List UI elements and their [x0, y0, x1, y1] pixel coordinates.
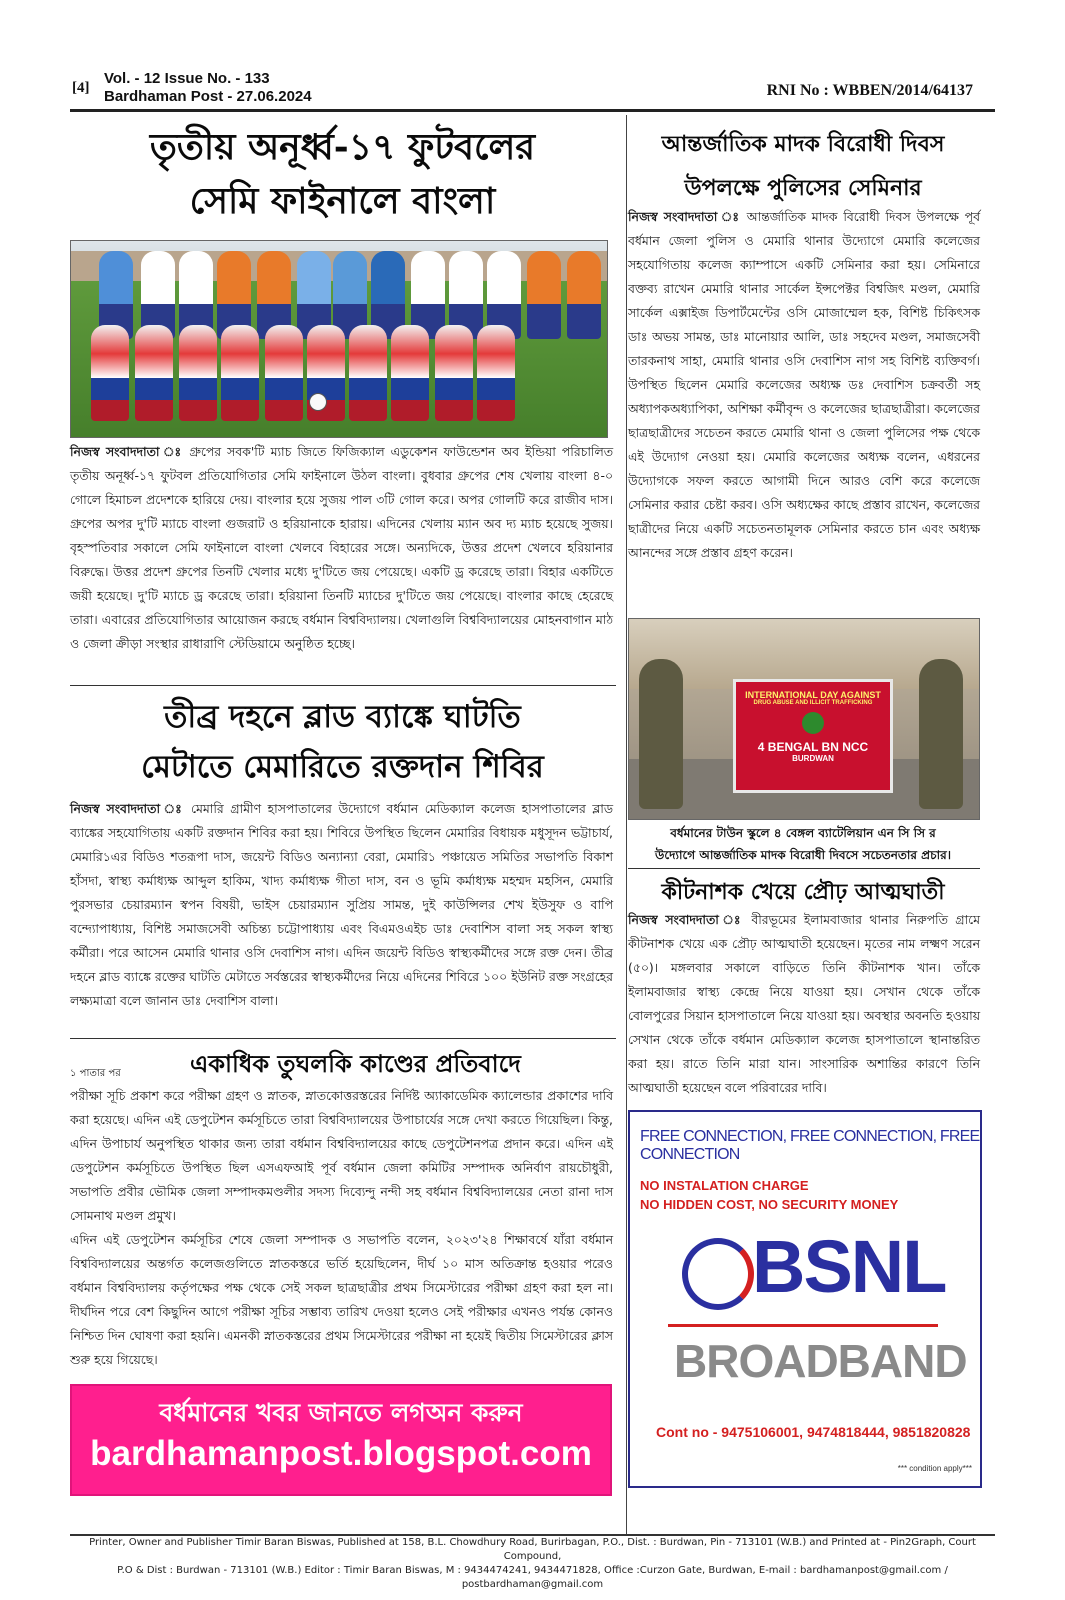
player-figure — [477, 325, 515, 421]
article4-headline — [628, 122, 978, 210]
banner-unit: 4 BENGAL BN NCC — [757, 740, 869, 754]
player-figure — [221, 325, 259, 421]
article5-headline: কীটনাশক খেয়ে প্রৌঢ় আত্মঘাতী — [661, 879, 945, 905]
article2-headline-line1: তীব্র দহনে ব্লাড ব্যাঙ্কে ঘাটতি — [164, 699, 521, 735]
divider-1 — [70, 685, 616, 686]
player-figure — [391, 325, 429, 421]
bsnl-advert — [628, 1110, 982, 1488]
article5-body — [628, 908, 980, 1100]
football-team-photo — [70, 240, 608, 438]
article5-text: বীরভূমের ইলামবাজার থানার নিরুপতি গ্রামে কীটনাশক খেয়ে এক প্রৌঢ় আত্মঘাতী হয়েছেন। মৃতের নাম লক্ষ্মণ সরেন (৫০)। মঙ্গলবার সকালে বাড়িতে তিনি কীটনাশক খান। তাঁকে ইলামবাজার স্বাস্থ্য কেন্দ্রে নিয়ে যাওয়া হয়। সেখান থেকে তাঁকে বোলপুরের সিয়ান হাসপাতালে নিয়ে যাওয়া হয়। অবস্থার অবনতি হওয়ায় সেখান থেকে তাঁকে বর্ধমান মেডিক্যাল কলেজ হাসপাতালে স্থানান্তরিত করা হয়। রাতে তিনি মারা যান। সাংসারিক অশান্তির কারণে তিনি আত্মঘাতী হয়েছেন বলে পরিবারের দাবি। — [628, 912, 980, 1095]
ncc-emblem-icon — [802, 712, 824, 734]
banner-line2: DRUG ABUSE AND ILLICIT TRAFFICKING — [753, 700, 873, 706]
page-number: [4] — [72, 80, 90, 96]
article2-body — [70, 797, 613, 1013]
bsnl-line2: NO HIDDEN COST, NO SECURITY MONEY — [640, 1197, 899, 1212]
masthead-issue — [104, 70, 312, 106]
bsnl-brand: BSNL — [752, 1225, 946, 1308]
article1-headline — [70, 120, 615, 228]
imprint-line1: Printer, Owner and Publisher Timir Baran Biswas, Published at 158, B.L. Chowdhury Road, Burirbagan, P.O., Dist. : Burdwan, Pin - 713101 (W.B.) and Printed at - Pin2Graph, Court Compound, — [89, 1537, 976, 1562]
article3-para2: এদিন এই ডেপুটেশন কর্মসূচির শেষে জেলা সম্পাদক ও সভাপতি বলেন, ২০২৩'২৪ শিক্ষাবর্ষে যাঁরা বর্ধমান বিশ্ববিদ্যালয়ের অন্তর্গত কলেজগুলিতে স্নাতকস্তরে ভর্তি হয়েছিলেন, দীর্ঘ ১০ মাস অতিক্রান্ত হওয়ার পরেও বর্ধমান বিশ্ববিদ্যালয় কর্তৃপক্ষের পক্ষ থেকে সেই সকল ছাত্রছাত্রীর প্রথম সিমেস্টারের পরীক্ষা গ্রহণ করা হল না। দীর্ঘদিন পরে বেশ কিছুদিন আগে পরীক্ষা সূচির সম্ভাব্য তারিখ দেওয়া হলেও সেই পরীক্ষার এখনও পর্যন্ত কোনও নিশ্চিত দিন ঘোষণা করা হয়নি। এমনকী স্নাতকস্তরের প্রথম সিমেস্টারের পরীক্ষা না হয়েই দ্বিতীয় সিমেস্টারের ক্লাস শুরু হয়ে গিয়েছে। — [70, 1232, 613, 1367]
ncc-rally-photo — [628, 618, 980, 820]
article2-dateline: নিজস্ব সংবাদদাতা ঃ — [70, 801, 185, 816]
soldier-right — [919, 659, 963, 809]
article2-text: মেমারি গ্রামীণ হাসপাতালের উদ্যোগে বর্ধমান মেডিক্যাল কলেজ হাসপাতালের ব্লাড ব্যাঙ্কের সহযোগিতায় একটি রক্তদান শিবির করা হয়। শিবিরে উপস্থিত ছিলেন মেমারির বিধায়ক মধুসূদন ভট্টাচার্য, মেমারি১এর বিডিও শতরূপা দাস, জয়েন্ট বিডিও অন্যান্যা বেরা, মেমারি১ পঞ্চায়েত সমিতির সভাপতি বিকাশ হাঁসদা, স্বাস্থ্য কর্মাধ্যক্ষ আব্দুল হাকিম, খাদ্য কর্মাধ্যক্ষ গীতা দাস, বন ও ভূমি কর্মাধ্যক্ষ মহম্মদ মহসিন, মেমারি পুরসভার চেয়ারম্যান স্বপন বিষয়ী, ভাইস চেয়ারম্যান সুপ্রিয় সামন্ত, দুই কাউন্সিলর শেখ ইউসুফ ও বাপি বন্দ্যোপাধ্যায়, বিশিষ্ট সমাজসেবী অচিন্ত্য চট্টোপাধ্যায় এবং বিএমওএইচ ডাঃ দেবাশিস বালা সহ সকল স্বাস্থ্য কর্মীরা। পরে আসেন মেমারি থানার ওসি দেবাশিস নাগ। এদিন জয়েন্ট বিডিও স্বাস্থ্যকর্মীদের সঙ্গে রক্ত দেন। তীব্র দহনে ব্লাড ব্যাঙ্কে রক্তের ঘাটতি মেটাতে সর্বস্তরের স্বাস্থ্যকর্মীদের নিয়ে এদিনের শিবিরে ১০০ ইউনিট রক্ত সংগ্রহের লক্ষ্যমাত্রা বলে জানান ডাঃ দেবাশিস বালা। — [70, 801, 613, 1008]
player-figure — [265, 325, 303, 421]
imprint-line2: P.O & Dist : Burdwan - 713101 (W.B.) Editor : Timir Baran Biswas, M : 9434474241, 9434471828, Office :Curzon Gate, Burdwan, E-mail : bardhamanpost@gmail.com / postbardhaman@gmail.com — [117, 1565, 948, 1590]
blog-advert-text: বর্ধমানের খবর জানতে লগঅন করুন — [159, 1398, 523, 1427]
imprint-footer — [70, 1534, 995, 1592]
ncc-caption-line1: বর্ধমানের টাউন স্কুলে ৪ বেঙ্গল ব্যাটেলিয়ান এন সি সি র — [670, 826, 936, 840]
divider-3 — [628, 868, 980, 869]
player-figure — [527, 251, 561, 339]
bsnl-contact: Cont no - 9475106001, 9474818444, 9851820828 — [656, 1424, 971, 1440]
article4-headline-line1: আন্তর্জাতিক মাদক বিরোধী দিবস — [661, 131, 945, 157]
article3-body — [70, 1084, 613, 1372]
article3-para1: পরীক্ষা সূচি প্রকাশ করে পরীক্ষা গ্রহণ ও স্নাতক, স্নাতকোত্তরস্তরের নির্দিষ্ট অ্যাকাডেমিক ক্যালেন্ডার প্রকাশের দাবি করা হয়েছে। এদিন এই ডেপুটেশন কর্মসূচিতে তারা বিশ্ববিদ্যালয়ের উপাচার্যের সঙ্গে দেখা করতে গিয়েছিল। কিন্তু, এদিন উপাচার্য অনুপস্থিত থাকার জন্য তারা বর্ধমান বিশ্ববিদ্যালয়ের কাছে ডেপুটেশনপত্র প্রদান করে। এদিন এই ডেপুটেশন কর্মসূচিতে উপস্থিত ছিল এসএফআই পূর্ব বর্ধমান জেলা কমিটির সম্পাদক অনির্বাণ রায়চৌধুরী, সভাপতি প্রবীর ভৌমিক জেলা সম্পাদকমণ্ডলীর সদস্য দিব্যেন্দু নন্দী সহ বর্ধমান বিশ্ববিদ্যালয়ের নেতা রানা দাস সোমনাথ মণ্ডল প্রমুখ। — [70, 1088, 613, 1223]
article3-headline: একাধিক তুঘলকি কাণ্ডের প্রতিবাদে — [190, 1049, 521, 1078]
jump-line: ১ পাতার পর — [70, 1068, 121, 1079]
bsnl-rule — [668, 1324, 938, 1327]
article2-headline-line2: মেটাতে মেমারিতে রক্তদান শিবির — [141, 749, 544, 785]
article1-text: গ্রুপের সবক'টি ম্যাচ জিতে ফিজিক্যাল এডুকেশন ফাউন্ডেশন অব ইন্ডিয়া পরিচালিত তৃতীয় অনূর্ধ্ব-১৭ ফুটবল প্রতিযোগিতার সেমি ফাইনালে উঠল বাংলা। বুধবার গ্রুপের শেষ খেলায় বাংলা ৪-০ গোলে হিমাচল প্রদেশকে হারিয়ে দেয়। বাংলার হয়ে সুজয় পাল ৩টি গোল করে। অপর গোলটি করে রাজীব দাস। গ্রুপের অপর দু'টি ম্যাচে বাংলা গুজরাট ও হরিয়ানাকে হারায়। এদিনের খেলায় ম্যান অব দ্য ম্যাচ হয়েছে সুজয়। বৃহস্পতিবার সকালে সেমি ফাইনালে বাংলা খেলবে বিহারের সঙ্গে। অন্যদিকে, উত্তর প্রদেশ খেলবে হরিয়ানার বিরুদ্ধে। উত্তর প্রদেশ গ্রুপের তিনটি খেলার মধ্যে দু'টিতে জয় পেয়েছে। একটি ড্র করেছে তারা। বিহার একটিতে জয়ী হয়েছে। দু'টি ম্যাচে ড্র করেছে তারা। হরিয়ানা তিনটি ম্যাচের দু'টিতে জয় পেয়েছে। বাংলার কাছে হেরেছে তারা। এবারের প্রতিযোগিতার আয়োজন করছে বর্ধমান বিশ্ববিদ্যালয়। খেলাগুলি বিশ্ববিদ্যালয়ের মোহনবাগান মাঠ ও জেলা ক্রীড়া সংস্থার রাধারাণি স্টেডিয়ামে অনুষ্ঠিত হচ্ছে। — [70, 444, 613, 651]
player-figure — [435, 325, 473, 421]
bsnl-tagline: FREE CONNECTION, FREE CONNECTION, FREE CONNECTION — [640, 1128, 980, 1163]
header-rule — [70, 109, 995, 112]
ncc-caption — [628, 822, 978, 866]
banner-city: BURDWAN — [792, 754, 834, 763]
divider-2 — [70, 1038, 616, 1039]
blog-url[interactable]: bardhamanpost.blogspot.com — [90, 1434, 592, 1473]
article4-dateline: নিজস্ব সংবাদদাতা ঃ — [628, 209, 741, 224]
football-icon — [309, 393, 327, 411]
article1-headline-line2: সেমি ফাইনালে বাংলা — [189, 180, 496, 222]
ncc-caption-line2: উদ্যোগে আন্তর্জাতিক মাদক বিরোধী দিবসে সচেতনতার প্রচার। — [655, 848, 951, 862]
player-figure — [349, 325, 387, 421]
player-figure — [91, 325, 129, 421]
article1-body — [70, 440, 613, 656]
article2-headline — [70, 692, 615, 792]
article1-dateline: নিজস্ব সংবাদদাতা ঃ — [70, 444, 184, 459]
bsnl-logo-icon — [682, 1238, 754, 1310]
blog-advert — [70, 1384, 612, 1496]
bsnl-condition: *** condition apply*** — [897, 1464, 972, 1473]
player-figure — [567, 251, 601, 339]
soldier-left — [639, 659, 683, 809]
column-divider — [626, 115, 627, 1535]
volume-issue: Vol. - 12 Issue No. - 133 — [104, 70, 270, 87]
banner-line1: INTERNATIONAL DAY AGAINST — [745, 690, 881, 700]
bsnl-line1: NO INSTALATION CHARGE — [640, 1178, 809, 1193]
article5-dateline: নিজস্ব সংবাদদাতা ঃ — [628, 912, 744, 927]
paper-date: Bardhaman Post - 27.06.2024 — [104, 88, 312, 105]
rni-number: RNI No : WBBEN/2014/64137 — [766, 82, 973, 99]
article4-headline-line2: উপলক্ষে পুলিসের সেমিনার — [684, 175, 922, 201]
player-figure — [179, 325, 217, 421]
ncc-banner — [733, 679, 893, 793]
player-figure — [135, 325, 173, 421]
bsnl-product: BROADBAND — [674, 1335, 967, 1387]
article1-headline-line1: তৃতীয় অনূর্ধ্ব-১৭ ফুটবলের — [149, 126, 536, 168]
article4-text: আন্তর্জাতিক মাদক বিরোধী দিবস উপলক্ষে পূর্ব বর্ধমান জেলা পুলিস ও মেমারি থানার উদ্যোগে মেমারি কলেজের সহযোগিতায় কলেজ ক্যাম্পাসে একটি সেমিনার করা হয়। সেমিনারে বক্তব্য রাখেন মেমারি থানার সার্কেল ইন্সপেক্টর বিশ্বজিৎ মণ্ডল, মেমারি সার্কেল এক্সাইজ ডিপার্টমেন্টের ওসি মোজাম্মেল হক, বিশিষ্ট চিকিৎসক ডাঃ অভয় সামন্ত, ডাঃ মানোয়ার আলি, ডাঃ সহদেব মণ্ডল, সমাজসেবী তারকনাথ সাহা, মেমারি থানার ওসি দেবাশিস নাগ সহ বিশিষ্ট ব্যক্তিবর্গ। উপস্থিত ছিলেন মেমারি কলেজের অধ্যক্ষ ডঃ দেবাশিস চক্রবর্তী সহ অধ্যাপকঅধ্যাপিকা, অশিক্ষা কর্মীবৃন্দ ও কলেজের ছাত্রছাত্রীরা। কলেজের ছাত্রছাত্রীদের সচেতন করতে মেমারি থানা ও জেলা পুলিসের পক্ষ থেকে এই উদ্যোগ নেওয়া হয়। মেমারি কলেজের অধ্যক্ষ বলেন, এধরনের উদ্যোগকে সফল করতে আগামী দিনে আরও বেশি করে কলেজে সেমিনার করার চেষ্টা করব। ওসি অধ্যক্ষের কাছে প্রস্তাব রাখেন, কলেজের ছাত্রীদের নিয়ে একটি সচেতনতামূলক সেমিনার করতে চান এবং অধ্যক্ষ আনন্দের সঙ্গে প্রস্তাব গ্রহণ করেন। — [628, 209, 980, 560]
article4-body — [628, 205, 980, 565]
